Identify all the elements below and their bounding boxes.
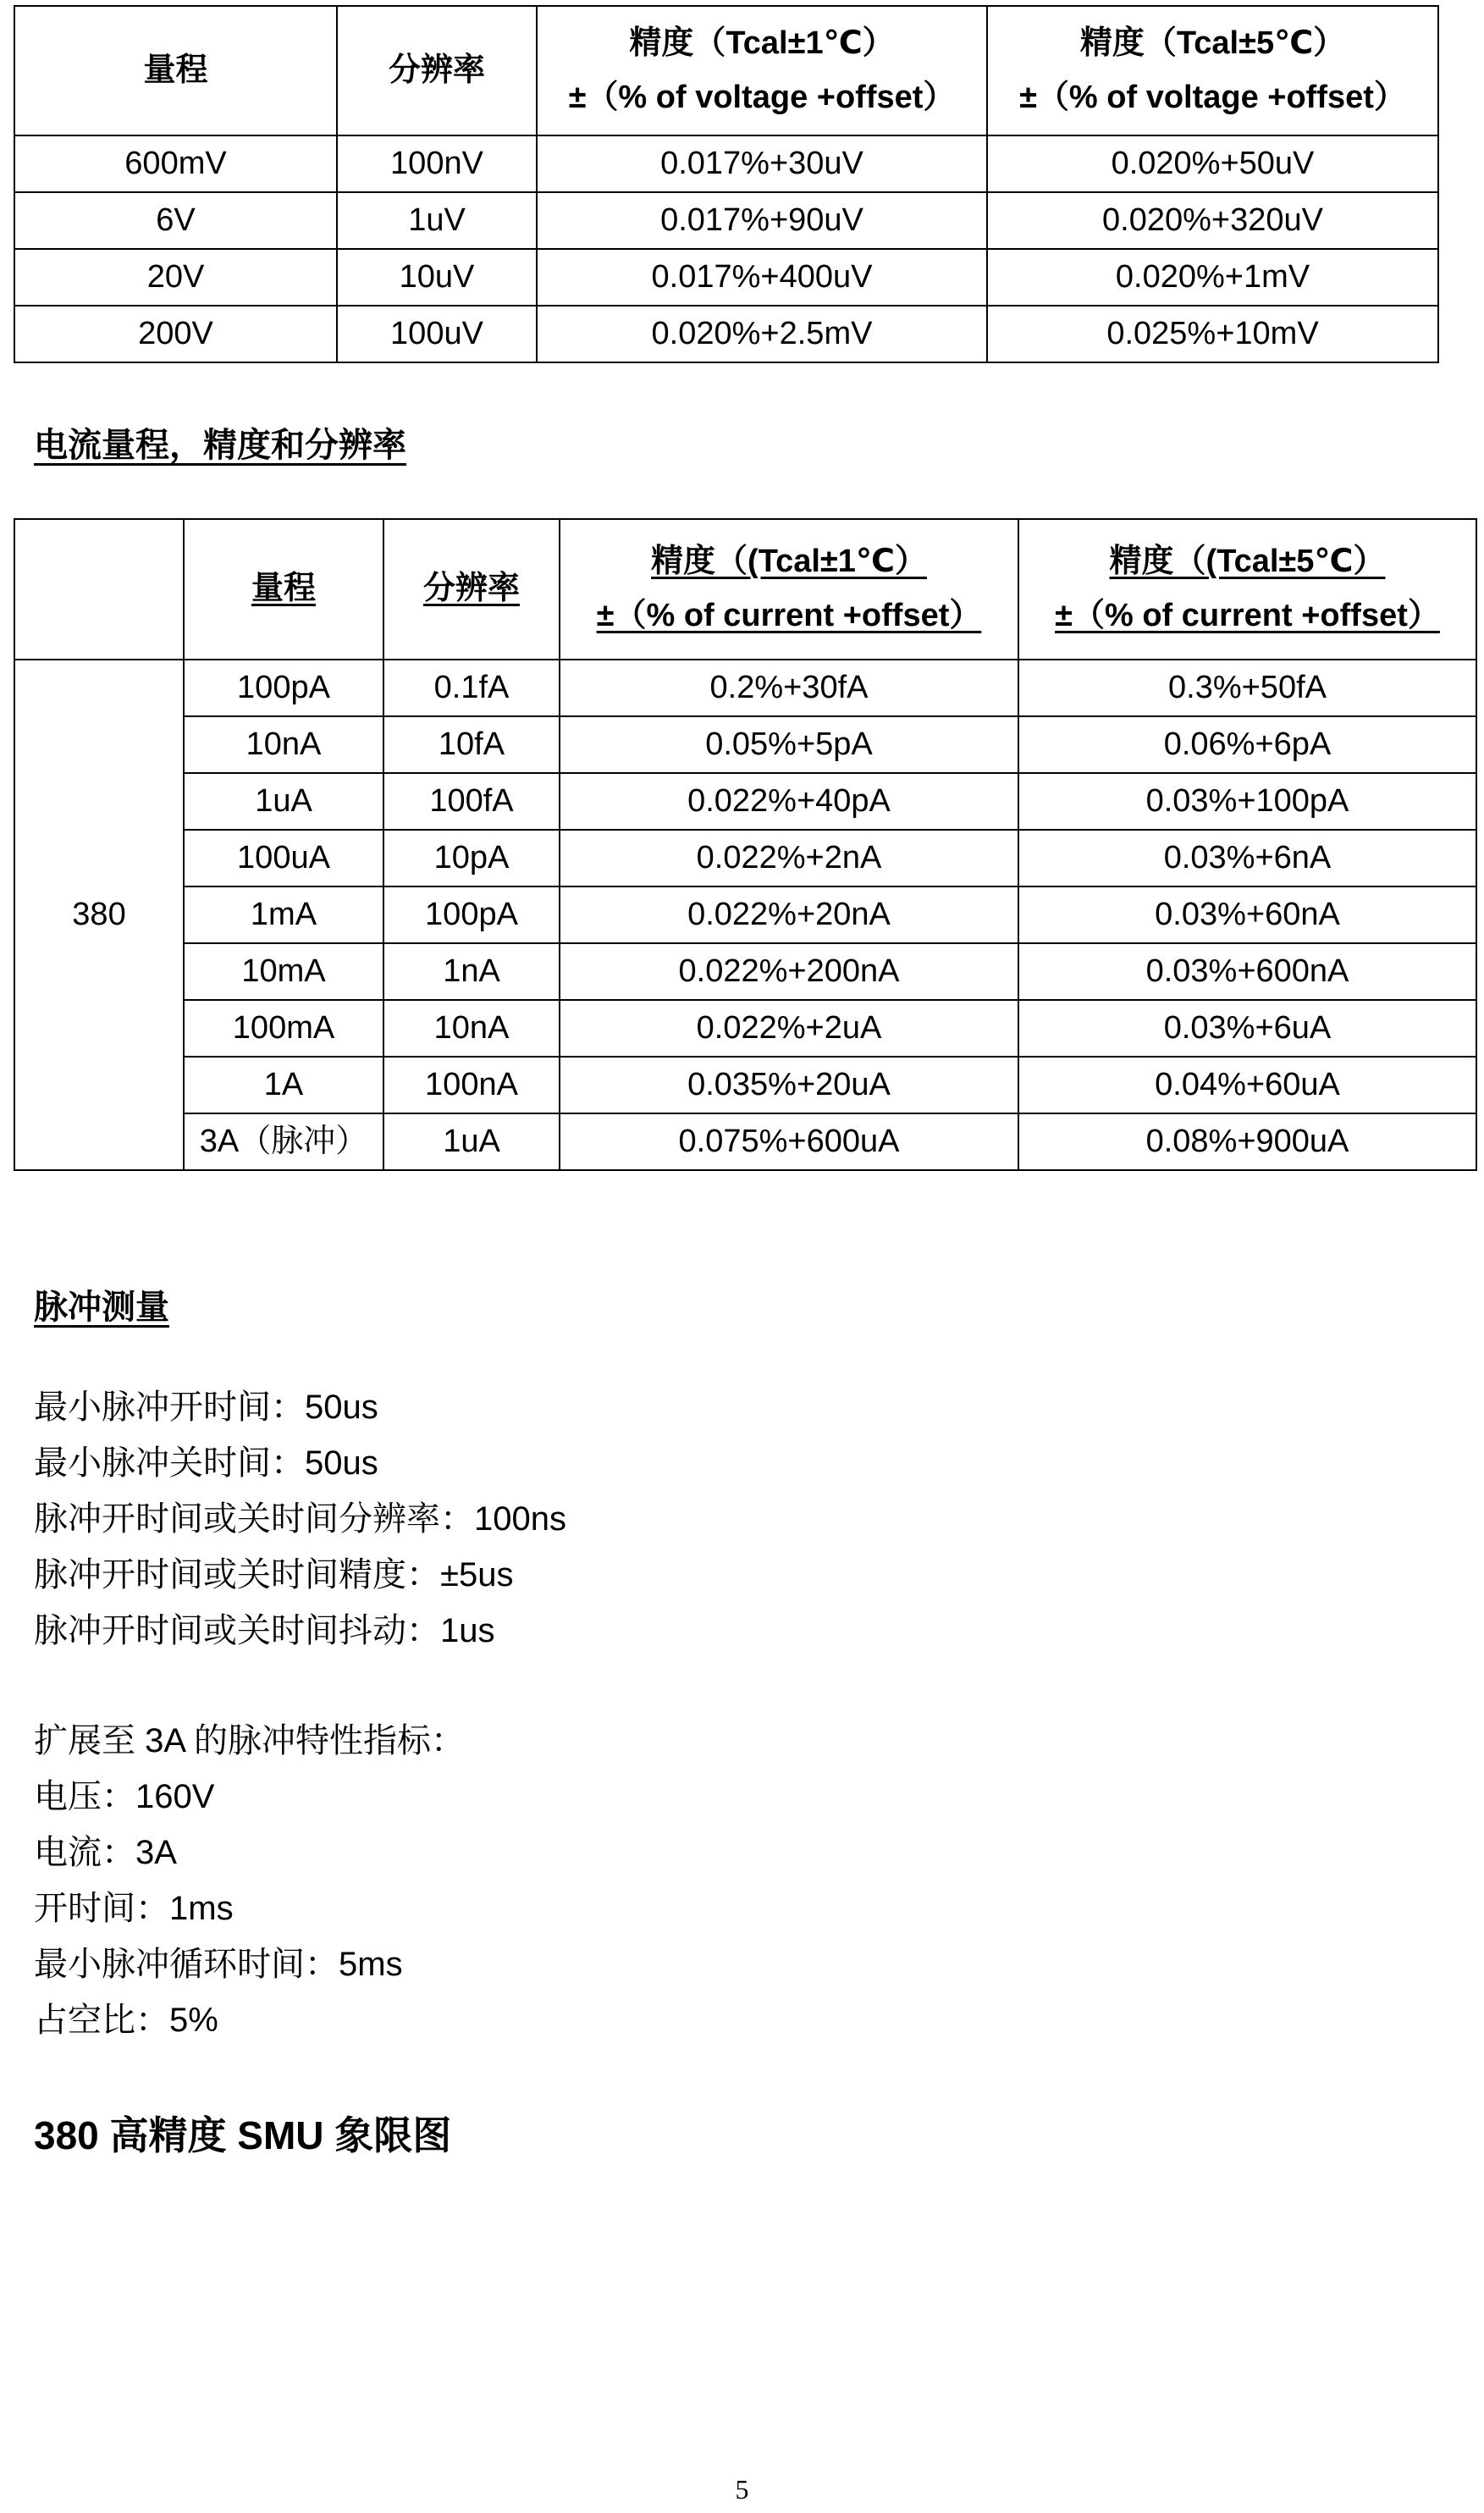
header-accuracy-5c-line2: ±（% of voltage +offset） xyxy=(1019,79,1406,115)
current-section-title: 电流量程，精度和分辨率 xyxy=(34,427,406,464)
cell-accuracy-1c: 0.017%+400uV xyxy=(537,249,987,306)
cell-range: 10mA xyxy=(184,943,383,1000)
header-accuracy-1c xyxy=(560,519,1018,660)
cell-accuracy-1c: 0.075%+600uA xyxy=(560,1113,1018,1170)
cell-resolution: 10nA xyxy=(383,1000,560,1057)
header-range: 量程 xyxy=(14,6,337,135)
cell-accuracy-5c: 0.03%+6uA xyxy=(1018,1000,1476,1057)
header-accuracy-5c-line2: ±（% of current +offset） xyxy=(1055,598,1440,633)
pulse-spec-line: 脉冲开时间或关时间精度：±5us xyxy=(34,1556,514,1593)
table-header-row xyxy=(14,6,1438,135)
cell-accuracy-5c: 0.020%+1mV xyxy=(987,249,1438,306)
cell-accuracy-5c: 0.03%+600nA xyxy=(1018,943,1476,1000)
cell-range: 100pA xyxy=(184,660,383,716)
table-row xyxy=(14,1000,1476,1057)
table-row xyxy=(14,135,1438,192)
pulse-spec-line: 最小脉冲关时间：50us xyxy=(34,1444,378,1482)
cell-range: 20V xyxy=(14,249,337,306)
pulse-spec-line: 脉冲开时间或关时间分辨率：100ns xyxy=(34,1500,566,1538)
cell-accuracy-1c: 0.022%+20nA xyxy=(560,886,1018,943)
cell-accuracy-5c: 0.03%+60nA xyxy=(1018,886,1476,943)
cell-range: 3A（脉冲） xyxy=(184,1113,383,1170)
header-model xyxy=(14,519,184,660)
cell-accuracy-5c: 0.06%+6pA xyxy=(1018,716,1476,773)
table-row xyxy=(14,192,1438,249)
cell-accuracy-5c: 0.025%+10mV xyxy=(987,306,1438,362)
table-row xyxy=(14,1057,1476,1113)
cell-resolution: 10pA xyxy=(383,830,560,886)
table-row xyxy=(14,660,1476,716)
cell-accuracy-5c: 0.03%+100pA xyxy=(1018,773,1476,830)
cell-accuracy-1c: 0.020%+2.5mV xyxy=(537,306,987,362)
pulse-3a-spec-line: 占空比：5% xyxy=(34,2002,218,2039)
header-range-label: 量程 xyxy=(251,571,316,607)
cell-accuracy-5c: 0.08%+900uA xyxy=(1018,1113,1476,1170)
cell-range: 1uA xyxy=(184,773,383,830)
page-number: 5 xyxy=(735,2474,749,2505)
cell-range: 200V xyxy=(14,306,337,362)
cell-range: 6V xyxy=(14,192,337,249)
pulse-3a-spec-line: 最小脉冲循环时间：5ms xyxy=(34,1946,403,1983)
pulse-3a-spec-line: 电压：160V xyxy=(34,1778,215,1815)
cell-range: 10nA xyxy=(184,716,383,773)
cell-resolution: 1nA xyxy=(383,943,560,1000)
pulse-section-title: 脉冲测量 xyxy=(34,1289,169,1326)
cell-accuracy-5c: 0.3%+50fA xyxy=(1018,660,1476,716)
header-accuracy-1c-line1: 精度（(Tcal±1℃） xyxy=(651,544,927,580)
cell-accuracy-1c: 0.05%+5pA xyxy=(560,716,1018,773)
pulse-3a-spec-line: 电流：3A xyxy=(34,1834,177,1871)
header-accuracy-5c xyxy=(1018,519,1476,660)
cell-range: 1A xyxy=(184,1057,383,1113)
cell-range: 1mA xyxy=(184,886,383,943)
cell-resolution: 10uV xyxy=(337,249,537,306)
header-accuracy-1c xyxy=(537,6,987,135)
pulse-spec-line: 脉冲开时间或关时间抖动：1us xyxy=(34,1612,495,1649)
cell-range: 600mV xyxy=(14,135,337,192)
cell-accuracy-1c: 0.022%+40pA xyxy=(560,773,1018,830)
header-resolution xyxy=(383,519,560,660)
current-range-table xyxy=(14,518,1477,1171)
cell-accuracy-1c: 0.035%+20uA xyxy=(560,1057,1018,1113)
cell-accuracy-5c: 0.020%+320uV xyxy=(987,192,1438,249)
table-header-row xyxy=(14,519,1476,660)
cell-accuracy-1c: 0.022%+2nA xyxy=(560,830,1018,886)
cell-resolution: 0.1fA xyxy=(383,660,560,716)
cell-accuracy-1c: 0.017%+90uV xyxy=(537,192,987,249)
header-accuracy-1c-line2: ±（% of voltage +offset） xyxy=(568,79,956,115)
header-accuracy-5c xyxy=(987,6,1438,135)
cell-accuracy-5c: 0.020%+50uV xyxy=(987,135,1438,192)
header-range xyxy=(184,519,383,660)
header-resolution-label: 分辨率 xyxy=(422,571,520,607)
cell-accuracy-1c: 0.2%+30fA xyxy=(560,660,1018,716)
pulse-3a-spec-line: 开时间：1ms xyxy=(34,1890,234,1927)
table-row xyxy=(14,773,1476,830)
table-row xyxy=(14,1113,1476,1170)
cell-range: 100mA xyxy=(184,1000,383,1057)
cell-resolution: 100fA xyxy=(383,773,560,830)
cell-resolution: 100pA xyxy=(383,886,560,943)
header-accuracy-5c-line1: 精度（(Tcal±5℃） xyxy=(1109,544,1386,580)
table-row xyxy=(14,830,1476,886)
cell-accuracy-5c: 0.03%+6nA xyxy=(1018,830,1476,886)
table-row xyxy=(14,716,1476,773)
header-accuracy-1c-line1: 精度（Tcal±1℃） xyxy=(629,25,895,61)
cell-resolution: 100nV xyxy=(337,135,537,192)
cell-accuracy-1c: 0.017%+30uV xyxy=(537,135,987,192)
cell-resolution: 100nA xyxy=(383,1057,560,1113)
header-accuracy-5c-line1: 精度（Tcal±5℃） xyxy=(1079,25,1346,61)
quadrant-chart-title: 380 高精度 SMU 象限图 xyxy=(34,2113,452,2157)
pulse-spec-line: 最小脉冲开时间：50us xyxy=(34,1389,378,1426)
table-row xyxy=(14,249,1438,306)
cell-range: 100uA xyxy=(184,830,383,886)
header-resolution: 分辨率 xyxy=(337,6,537,135)
cell-resolution: 100uV xyxy=(337,306,537,362)
table-row xyxy=(14,886,1476,943)
cell-resolution: 10fA xyxy=(383,716,560,773)
cell-accuracy-5c: 0.04%+60uA xyxy=(1018,1057,1476,1113)
cell-accuracy-1c: 0.022%+200nA xyxy=(560,943,1018,1000)
table-row xyxy=(14,306,1438,362)
header-accuracy-1c-line2: ±（% of current +offset） xyxy=(596,598,982,633)
pulse-3a-spec-line: 扩展至 3A 的脉冲特性指标： xyxy=(34,1722,465,1759)
voltage-range-table xyxy=(14,5,1439,363)
cell-accuracy-1c: 0.022%+2uA xyxy=(560,1000,1018,1057)
cell-model: 380 xyxy=(14,660,184,1170)
cell-resolution: 1uV xyxy=(337,192,537,249)
cell-resolution: 1uA xyxy=(383,1113,560,1170)
table-row xyxy=(14,943,1476,1000)
